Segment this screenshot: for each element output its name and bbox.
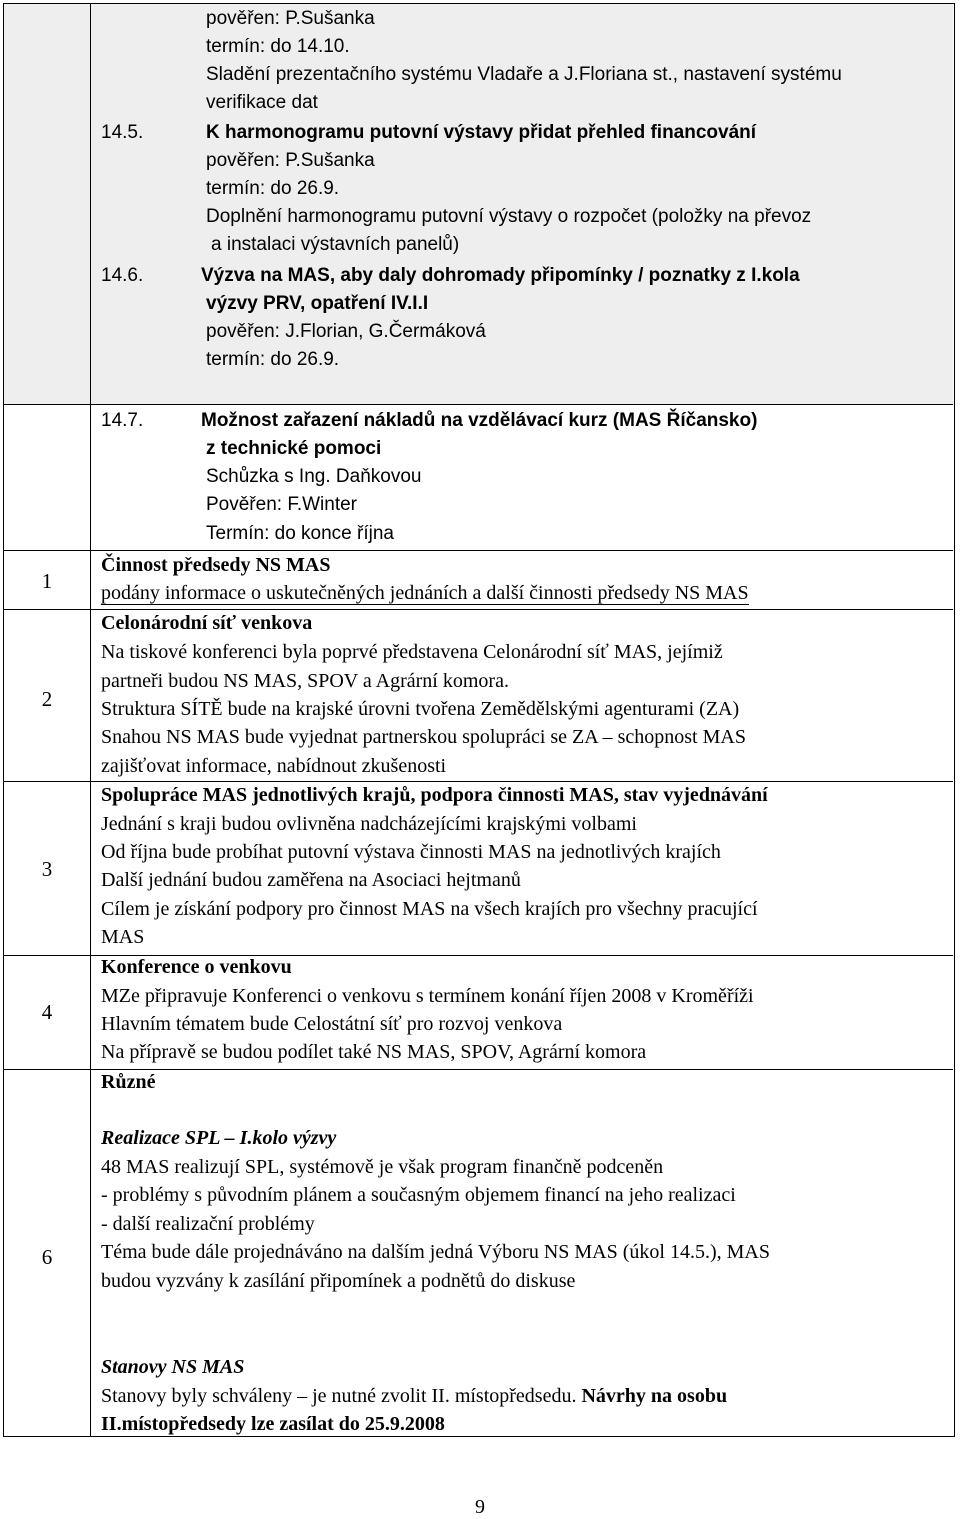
text-line: Sladění prezentačního systému Vladaře a J.Floriana st., nastavení systému [206,64,842,85]
section-number: 1 [41,569,53,593]
item-number: 14.7. [101,410,144,431]
row-divider [4,404,953,405]
text-line: termín: do 14.10. [206,36,350,57]
text-line: pověřen: P.Sušanka [206,150,375,171]
text-line: MZe připravuje Konferenci o venkovu s termínem konání říjen 2008 v Kroměříži [101,985,754,1007]
text-line: partneři budou NS MAS, SPOV a Agrární komora. [101,670,509,692]
section-heading: Spolupráce MAS jednotlivých krajů, podpora činnosti MAS, stav vyjednávání [101,784,768,806]
item-title: Možnost zařazení nákladů na vzdělávací kurz (MAS Říčansko) [201,410,758,431]
page-number: 9 [475,1496,485,1518]
text-line: Od října bude probíhat putovní výstava činnosti MAS na jednotlivých krajích [101,841,721,863]
text-line: - problémy s původním plánem a současným objemem financí na jeho realizaci [101,1184,736,1206]
text-line: Další jednání budou zaměřena na Asociaci hejtmanů [101,869,521,891]
section-number: 4 [41,1000,53,1024]
subheading: Realizace SPL – I.kolo výzvy [101,1127,337,1149]
text-line: pověřen: J.Florian, G.Čermáková [206,321,486,342]
text-line: termín: do 26.9. [206,349,340,370]
subheading: Stanovy NS MAS [101,1356,245,1378]
text-line: Pověřen: F.Winter [206,494,357,515]
text-line: 48 MAS realizují SPL, systémově je však program finančně podceněn [101,1156,664,1178]
item-number: 14.5. [101,122,144,143]
text-line [101,579,749,607]
text-line: - další realizační problémy [101,1213,315,1235]
text-line: a instalaci výstavních panelů) [211,234,460,255]
text-line: Snahou NS MAS bude vyjednat partnerskou spolupráci se ZA – schopnost MAS [101,726,746,748]
column-divider [90,4,91,1436]
underlined-text: podány informace o uskutečněných jednáních a další činnosti předsedy NS MAS [101,582,749,604]
text-line: Doplnění harmonogramu putovní výstavy o rozpočet (položky na převoz [206,206,812,227]
section-heading: Různé [101,1071,156,1093]
text-line: pověřen: P.Sušanka [206,8,375,29]
text-line: Téma bude dále projednáváno na dalším jedná Výboru NS MAS (úkol 14.5.), MAS [101,1241,770,1263]
text-line: termín: do 26.9. [206,178,340,199]
text-line: Na tiskové konferenci byla poprvé představena Celonárodní síť MAS, jejímiž [101,641,723,663]
text-line: Termín: do konce října [206,523,394,544]
text-line [101,1382,727,1410]
text-line: Jednání s kraji budou ovlivněna nadcházejícími krajskými volbami [101,813,637,835]
section-number: 2 [41,687,53,711]
text-line: II.místopředsedy lze zasílat do 25.9.2008 [101,1413,445,1435]
text-line: Hlavním tématem bude Celostátní síť pro rozvoj venkova [101,1013,563,1035]
text-line: zajišťovat informace, nabídnout zkušenosti [101,755,447,777]
shaded-block [4,4,90,404]
item-title: z technické pomoci [206,438,382,459]
section-heading: Konference o venkovu [101,956,292,978]
section-number: 6 [41,1245,53,1269]
item-number: 14.6. [101,265,144,286]
item-title: výzvy PRV, opatření IV.I.I [206,293,429,314]
text-line: Schůzka s Ing. Daňkovou [206,466,422,487]
item-title: K harmonogramu putovní výstavy přidat přehled financování [206,122,757,143]
text-line: MAS [101,926,145,948]
text-bold: Návrhy na osobu [581,1385,728,1407]
text-line: budou vyzvány k zasílání připomínek a podnětů do diskuse [101,1270,576,1292]
section-heading: Celonárodní síť venkova [101,612,313,634]
text-line: Cílem je získání podpory pro činnost MAS na všech krajích pro všechny pracující [101,898,758,920]
text-line: verifikace dat [206,92,318,113]
item-title: Výzva na MAS, aby daly dohromady připomínky / poznatky z I.kola [201,265,800,286]
text-line: Struktura SÍTĚ bude na krajské úrovni tvořena Zemědělskými agenturami (ZA) [101,698,740,720]
text-line: Na přípravě se budou podílet také NS MAS, SPOV, Agrární komora [101,1041,647,1063]
section-heading: Činnost předsedy NS MAS [101,554,331,576]
section-number: 3 [41,857,53,881]
text-normal: Stanovy byly schváleny – je nutné zvolit II. místopředsedu. [101,1385,582,1407]
